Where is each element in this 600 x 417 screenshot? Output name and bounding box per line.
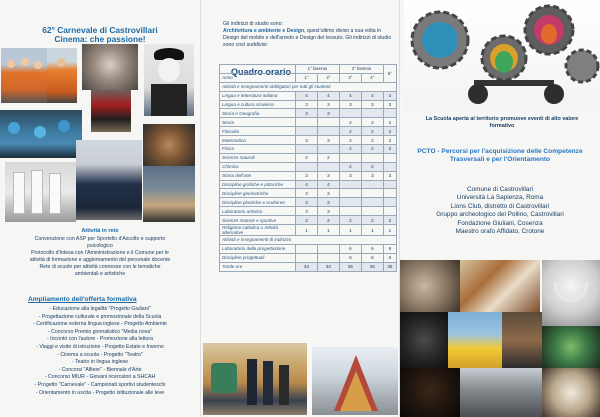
offer-line: - Cinema a scuola - Progetto "Teatro"	[57, 351, 143, 358]
hours-cell: 2	[383, 145, 396, 154]
hours-cell: 4	[317, 91, 339, 100]
hours-cell	[361, 198, 383, 207]
table-row	[220, 180, 397, 189]
offer-line: - Educazione alla legalità "Progetto Giuliani"	[49, 306, 151, 312]
table-row	[220, 118, 397, 127]
carnival-title: 62° Carnevale di Castrovillari	[42, 25, 158, 35]
hours-cell	[317, 118, 339, 127]
hours-cell: 2	[361, 127, 383, 136]
hours-cell: 2	[339, 136, 361, 145]
hours-cell: 3	[296, 136, 318, 145]
hours-cell: 3	[383, 100, 396, 109]
photo-parade-group	[76, 140, 142, 220]
table-row	[220, 253, 397, 262]
hours-cell	[317, 253, 339, 262]
photo-face-paint	[542, 326, 600, 368]
subject-cell: Fisica	[220, 145, 296, 154]
hours-cell	[361, 180, 383, 189]
hours-cell	[296, 253, 318, 262]
hours-cell: 3	[317, 100, 339, 109]
hours-cell	[317, 162, 339, 171]
hours-cell: 3	[296, 171, 318, 180]
hours-cell: 6	[339, 244, 361, 253]
hours-cell: 2	[296, 153, 318, 162]
hours-cell	[361, 109, 383, 118]
hours-cell: 2	[361, 216, 383, 225]
total-cell: 34	[317, 262, 339, 271]
photo-tree-installation	[312, 347, 398, 415]
hours-cell	[317, 145, 339, 154]
hours-cell: 1	[296, 225, 318, 236]
hours-cell: 6	[361, 244, 383, 253]
photo-yellow-dancer	[448, 312, 502, 368]
subject-cell: Discipline geometriche	[220, 189, 296, 198]
table-header-years	[220, 73, 397, 82]
hours-cell: 3	[317, 136, 339, 145]
subject-cell: Storia dell'arte	[220, 171, 296, 180]
header-year: 1°	[296, 73, 318, 82]
offer-line: - Concorso MIUR - Giovani ricercatori a SHCAH	[44, 374, 156, 381]
hours-cell: 2	[383, 216, 396, 225]
quadro-orario-table	[219, 64, 397, 272]
subject-cell: Discipline progettuali	[220, 253, 296, 262]
hours-cell: 4	[296, 180, 318, 189]
hours-cell	[317, 244, 339, 253]
offer-line: - Progettazione culturale e promozionale della Scuola	[38, 313, 162, 320]
hours-cell: 6	[339, 253, 361, 262]
hours-cell	[296, 162, 318, 171]
hours-cell: 3	[361, 171, 383, 180]
partner-item: Gruppo archeologico del Pollino, Castrovillari	[436, 211, 564, 219]
indirizzo-label: Attività e insegnamenti di indirizzo	[220, 236, 397, 245]
table-row	[220, 100, 397, 109]
hours-cell	[339, 189, 361, 198]
hours-cell: 3	[361, 100, 383, 109]
activity-line: attività di formazione e aggiornamento del personale docente	[29, 257, 171, 263]
hours-cell: 2	[383, 118, 396, 127]
subject-cell: Laboratorio artistico	[220, 207, 296, 216]
hours-cell: 2	[317, 216, 339, 225]
header-group: 5°	[383, 65, 396, 83]
activity-lines	[6, 236, 194, 278]
hours-cell: 3	[317, 198, 339, 207]
header-blank	[220, 65, 296, 74]
photo-chaplin	[144, 44, 194, 116]
total-cell: 35	[339, 262, 361, 271]
activity-line: Convenzione con ASP per Sportello d'Ascolto e supporto	[34, 236, 166, 242]
table-row	[220, 198, 397, 207]
hours-cell	[339, 109, 361, 118]
hours-cell: 4	[361, 91, 383, 100]
pcto-title: PCTO - Percorsi per l'acquisizione delle Competenze Trasversali e per l'Orientamento	[417, 148, 583, 164]
photo-masks-workshop	[400, 260, 460, 312]
subject-cell: Filosofia	[220, 127, 296, 136]
activity-line: Protocollo d'Intesa con l'Amministrazione e il Comune per le	[31, 250, 169, 256]
hours-cell: 3	[296, 207, 318, 216]
hours-cell: 3	[339, 100, 361, 109]
partners-list	[400, 186, 600, 236]
hours-cell: 3	[317, 189, 339, 198]
hours-cell	[339, 180, 361, 189]
photo-necklace	[542, 260, 600, 326]
gears-illustration	[404, 0, 600, 110]
activity-title: Attività in rete	[81, 228, 119, 234]
hours-cell: 1	[339, 225, 361, 236]
table-row	[220, 162, 397, 171]
photo-food-table	[460, 260, 540, 312]
hours-cell: 2	[361, 118, 383, 127]
table-row	[220, 171, 397, 180]
hours-cell	[383, 180, 396, 189]
intro-bold: Architettura e ambiente e Design	[223, 28, 305, 34]
photo-avatar-costumes	[0, 110, 82, 158]
table-row	[220, 216, 397, 225]
photo-costumes-orange	[1, 48, 47, 103]
hours-cell: 2	[339, 118, 361, 127]
header-year: 4°	[361, 73, 383, 82]
hours-cell	[383, 162, 396, 171]
year-label: Anno	[220, 73, 296, 82]
hours-cell: 2	[339, 162, 361, 171]
hours-cell: 2	[361, 136, 383, 145]
table-row	[220, 207, 397, 216]
hours-cell: 6	[361, 253, 383, 262]
events-caption: La Scuola aperta al territorio promuove eventi di alto valore formativo	[425, 116, 579, 129]
hours-cell	[296, 118, 318, 127]
offer-line: - Incontri con l'autore - Promozione alla lettura	[47, 336, 153, 343]
hours-cell: 2	[383, 136, 396, 145]
hours-cell	[383, 189, 396, 198]
subject-cell: Discipline grafiche e pittoriche	[220, 180, 296, 189]
subject-cell: Laboratorio della progettazione	[220, 244, 296, 253]
table-row	[220, 145, 397, 154]
hours-cell: 2	[383, 127, 396, 136]
header-year: 2°	[317, 73, 339, 82]
intro-rest: , quest'ultimo diviso a sua volta in Design del mobile e dell'arredo e Design del tessuto. Gli indirizzi di studio sono così suddivisi:	[223, 28, 392, 48]
table-row	[220, 136, 397, 145]
photo-portrait-girl	[400, 368, 460, 417]
header-year: 3°	[339, 73, 361, 82]
subject-cell: Scienze naturali	[220, 153, 296, 162]
hours-cell: 3	[383, 171, 396, 180]
carnival-subtitle: Cinema: che passione!	[54, 34, 146, 44]
offer-line: - Teatro in lingua inglese	[71, 359, 129, 366]
intro-text	[223, 21, 397, 49]
photo-astronauts	[5, 162, 76, 222]
activity-line: Rete di scuole per attività connesse con le tematiche	[39, 264, 161, 270]
hours-cell: 2	[339, 127, 361, 136]
subject-cell: Lingua e letteratura italiana	[220, 91, 296, 100]
table-header-groups	[220, 65, 397, 74]
table-total-row	[220, 262, 397, 271]
hours-cell	[296, 145, 318, 154]
hours-cell	[339, 207, 361, 216]
subject-cell: Matematica	[220, 136, 296, 145]
hours-cell: 1	[317, 225, 339, 236]
offer-line: - Concorso Premio giornalistico "Media nova"	[47, 328, 153, 335]
subject-cell: Storia	[220, 118, 296, 127]
photo-monkey-mask	[143, 124, 195, 166]
quadro-orario-title: Quadro orario	[231, 67, 292, 77]
hours-cell	[361, 189, 383, 198]
photo-performers	[502, 312, 542, 368]
hours-cell: 2	[361, 162, 383, 171]
hours-cell	[339, 198, 361, 207]
hours-cell	[317, 127, 339, 136]
hours-cell	[296, 127, 318, 136]
offer-line: - Concorsi "Alfiere" - Biennale d'Arte	[58, 366, 142, 373]
hours-cell: 3	[339, 171, 361, 180]
table-row	[220, 109, 397, 118]
hours-cell	[383, 109, 396, 118]
total-cell: 35	[383, 262, 396, 271]
hours-cell: 2	[339, 216, 361, 225]
hours-cell	[296, 244, 318, 253]
partner-item: Fondazione Giuliani, Cosenza	[457, 219, 543, 227]
offer-line: - Certificazione esterna lingua inglese - Progetto Ambiente	[33, 321, 167, 328]
offer-line: - Progetto "Carnevale" - Campionati sportivi studenteschi	[34, 381, 166, 388]
photo-mask-bust	[82, 44, 138, 90]
hours-cell: 4	[339, 91, 361, 100]
offer-line: - Orientamento in uscita - Progetto istituzionale alle leve	[35, 389, 165, 396]
partner-item: Comune di Castrovillari	[466, 186, 534, 193]
table-row	[220, 225, 397, 236]
hours-cell: 3	[317, 109, 339, 118]
hours-cell: 3	[296, 100, 318, 109]
partner-item: Maestro orafo Affidato, Crotone	[455, 228, 545, 236]
middle-panel	[200, 0, 400, 417]
subject-cell: Scienze motorie e sportive	[220, 216, 296, 225]
hours-cell: 2	[296, 216, 318, 225]
left-panel	[0, 0, 200, 417]
table-section-row	[220, 82, 397, 91]
hours-cell: 3	[317, 207, 339, 216]
offer-title: Ampliamento dell'offerta formativa	[28, 296, 137, 303]
partner-item: Università La Sapienza, Roma	[456, 194, 544, 202]
table-row	[220, 244, 397, 253]
hours-cell: 1	[383, 225, 396, 236]
hours-cell	[383, 198, 396, 207]
hours-cell: 2	[339, 145, 361, 154]
partner-item: Lions Club, distretto di Castrovillari	[450, 202, 550, 210]
hours-cell	[361, 153, 383, 162]
header-group: 1° biennio	[296, 65, 340, 74]
hours-cell: 3	[317, 171, 339, 180]
hours-cell	[383, 207, 396, 216]
subject-cell: Religione cattolica o Attività alternative	[220, 225, 296, 236]
intro-line: Gli indirizzi di studio sono:	[223, 21, 283, 27]
hours-cell: 3	[296, 189, 318, 198]
hours-cell: 3	[296, 198, 318, 207]
subject-cell: Discipline plastiche e scultoree	[220, 198, 296, 207]
hours-cell: 4	[317, 180, 339, 189]
photo-sculpture-dark	[400, 312, 448, 368]
common-label: Attività e insegnamenti obbligatori per tutti gli studenti	[220, 82, 397, 91]
table-row	[220, 127, 397, 136]
total-cell: 34	[296, 262, 318, 271]
subject-cell: Lingua e cultura straniera	[220, 100, 296, 109]
photo-gears-artwork	[404, 0, 600, 110]
hours-cell: 1	[361, 225, 383, 236]
hours-cell: 2	[317, 153, 339, 162]
subject-cell: Chimica	[220, 162, 296, 171]
photo-officials-event	[203, 343, 307, 415]
total-label: Totale ore	[220, 262, 296, 271]
photo-crowd	[460, 368, 542, 417]
photo-robot-float	[91, 90, 131, 132]
offer-lines	[6, 306, 194, 397]
photo-mask-face	[542, 368, 600, 417]
right-panel	[400, 0, 600, 417]
table-row	[220, 91, 397, 100]
hours-cell: 2	[361, 145, 383, 154]
hours-cell: 8	[383, 244, 396, 253]
photo-film-crew	[143, 166, 195, 222]
photo-costumes-orange-2	[47, 48, 77, 103]
hours-cell: 6	[383, 253, 396, 262]
offer-line: - Viaggi e visite di istruzione - Progetto Estate e Inverno	[36, 343, 164, 350]
hours-cell: 4	[383, 91, 396, 100]
table-row	[220, 153, 397, 162]
table-section-row	[220, 236, 397, 245]
subject-cell: Storia e Geografia	[220, 109, 296, 118]
hours-cell	[361, 207, 383, 216]
header-group: 2° biennio	[339, 65, 383, 74]
activity-line: ambientali e artistiche	[74, 271, 126, 277]
hours-cell: 3	[296, 109, 318, 118]
hours-cell	[339, 153, 361, 162]
activity-line: psicologico	[87, 243, 113, 249]
total-cell: 35	[361, 262, 383, 271]
hours-cell: 4	[296, 91, 318, 100]
hours-cell	[383, 153, 396, 162]
table-row	[220, 189, 397, 198]
